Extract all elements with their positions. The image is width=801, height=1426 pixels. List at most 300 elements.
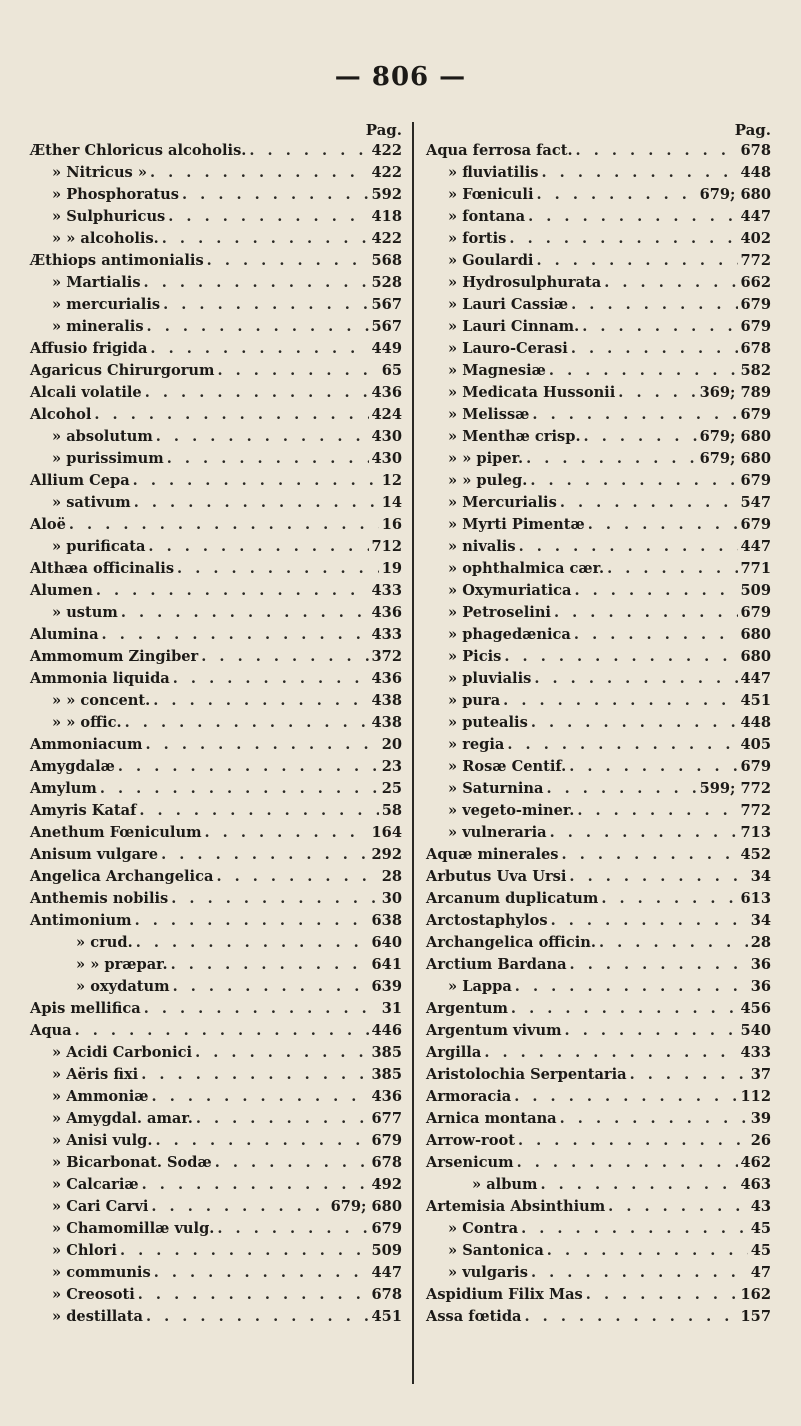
entry-term: » ophthalmica cær. <box>448 560 605 577</box>
index-entry <box>30 228 402 250</box>
dot-leader <box>519 536 738 558</box>
entry-page: 447 <box>740 538 771 555</box>
index-entry <box>426 1108 771 1130</box>
entry-term: Archangelica officin. <box>426 934 596 951</box>
entry-term: Anthemis nobilis <box>30 890 169 907</box>
entry-term: » Menthæ crisp. <box>448 428 581 445</box>
index-entry <box>426 470 771 492</box>
index-entry <box>30 624 402 646</box>
column-heading: Pag. <box>365 121 402 139</box>
dot-leader <box>136 932 369 954</box>
dot-leader <box>216 866 378 888</box>
entry-term: Althæa officinalis <box>30 560 175 577</box>
index-entry <box>426 558 771 580</box>
entry-term: Amylum <box>30 780 97 797</box>
entry-page: 540 <box>740 1022 771 1039</box>
index-entry <box>426 228 771 250</box>
entry-page: 452 <box>740 846 771 863</box>
index-entry <box>426 668 771 690</box>
entry-page: 433 <box>740 1044 771 1061</box>
index-entry <box>30 910 402 932</box>
index-entry <box>30 448 402 470</box>
index-entry <box>30 140 402 162</box>
index-entry <box>30 360 402 382</box>
entry-page: 369; 789 <box>699 384 771 401</box>
dot-leader <box>534 668 737 690</box>
dot-leader <box>177 558 379 580</box>
index-entry <box>30 206 402 228</box>
index-entry <box>426 382 771 404</box>
index-entry <box>30 844 402 866</box>
dot-leader <box>196 1108 369 1130</box>
entry-term: » Lauri Cassiæ <box>448 296 569 313</box>
entry-page: 679 <box>371 1220 402 1237</box>
entry-term: » fontana <box>448 208 526 225</box>
dot-leader <box>145 382 369 404</box>
index-entry <box>426 1086 771 1108</box>
index-entry <box>30 822 402 844</box>
entry-term: » putealis <box>448 714 528 731</box>
entry-term: » destillata <box>52 1308 143 1325</box>
entry-page: 422 <box>371 164 402 181</box>
entry-term: » » piper. <box>448 450 524 467</box>
index-entry <box>426 624 771 646</box>
dot-leader <box>562 844 738 866</box>
index-entry <box>426 1152 771 1174</box>
entry-term: » pura <box>448 692 501 709</box>
index-entry <box>30 338 402 360</box>
entry-page: 679 <box>740 472 771 489</box>
index-entry <box>30 778 402 800</box>
index-entry <box>30 1130 402 1152</box>
entry-term: Allium Cepa <box>30 472 130 489</box>
dot-leader <box>142 1174 369 1196</box>
dot-leader <box>528 206 737 228</box>
index-entry <box>426 976 771 998</box>
entry-term: Artemisia Absinthium <box>426 1198 606 1215</box>
entry-page: 43 <box>750 1198 771 1215</box>
index-entry <box>30 800 402 822</box>
index-entry <box>30 404 402 426</box>
index-entry <box>30 976 402 998</box>
entry-term: » purissimum <box>52 450 164 467</box>
entry-page: 528 <box>371 274 402 291</box>
dot-leader <box>518 1130 748 1152</box>
index-entry <box>426 954 771 976</box>
index-entry <box>30 888 402 910</box>
dot-leader <box>173 668 369 690</box>
entry-page: 448 <box>740 714 771 731</box>
entry-page: 567 <box>371 318 402 335</box>
index-entry <box>426 1218 771 1240</box>
entry-term: » Lauro-Cerasi <box>448 340 568 357</box>
index-entry <box>30 602 402 624</box>
entry-term: Aristolochia Serpentaria <box>426 1066 627 1083</box>
dot-leader <box>588 514 738 536</box>
entry-page: 402 <box>740 230 771 247</box>
entry-page: 372 <box>371 648 402 665</box>
dot-leader <box>608 1196 748 1218</box>
entry-term: Affusio frigida <box>30 340 148 357</box>
entry-page: 567 <box>371 296 402 313</box>
index-entry <box>426 910 771 932</box>
column-divider <box>412 122 414 1384</box>
index-entry <box>426 822 771 844</box>
dot-leader <box>521 1218 748 1240</box>
entry-page: 679 <box>740 406 771 423</box>
index-entry <box>30 954 402 976</box>
dot-leader <box>195 1042 368 1064</box>
entry-term: Amyris Kataf <box>30 802 137 819</box>
dot-leader <box>546 778 696 800</box>
entry-page: 45 <box>750 1242 771 1259</box>
entry-page: 14 <box>381 494 402 511</box>
dot-leader <box>551 910 748 932</box>
dot-leader <box>507 734 737 756</box>
entry-page: 36 <box>750 956 771 973</box>
entry-page: 28 <box>381 868 402 885</box>
dot-leader <box>69 514 379 536</box>
dot-leader <box>182 184 369 206</box>
entry-page: 292 <box>371 846 402 863</box>
index-entry <box>426 646 771 668</box>
entry-page: 23 <box>381 758 402 775</box>
entry-term: Arsenicum <box>426 1154 514 1171</box>
dot-leader <box>163 294 368 316</box>
index-entry <box>426 580 771 602</box>
entry-page: 438 <box>371 714 402 731</box>
index-entry <box>426 1174 771 1196</box>
dot-leader <box>515 976 748 998</box>
dot-leader <box>565 1020 738 1042</box>
dot-leader <box>547 1240 748 1262</box>
dot-leader <box>503 690 737 712</box>
entry-page: 679; 680 <box>699 186 771 203</box>
index-entry <box>30 690 402 712</box>
index-entry <box>30 1284 402 1306</box>
entry-term: Ammoniacum <box>30 736 143 753</box>
entry-page: 12 <box>381 472 402 489</box>
entry-page: 112 <box>740 1088 771 1105</box>
entry-term: » Mercurialis <box>448 494 557 511</box>
entry-term: » Amygdal. amar. <box>52 1110 193 1127</box>
entry-page: 679 <box>740 318 771 335</box>
entry-term: » Fœniculi <box>448 186 534 203</box>
dot-leader <box>509 228 737 250</box>
index-entry <box>30 998 402 1020</box>
entry-page: 446 <box>371 1022 402 1039</box>
index-entry <box>30 1306 402 1328</box>
index-entry <box>30 1174 402 1196</box>
dot-leader <box>560 492 738 514</box>
dot-leader <box>148 536 368 558</box>
dot-leader <box>171 888 378 910</box>
index-entry <box>30 1086 402 1108</box>
index-entry <box>30 382 402 404</box>
entry-term: » Nitricus » <box>52 164 147 181</box>
entry-term: » Goulardi <box>448 252 534 269</box>
index-entry <box>426 1020 771 1042</box>
entry-page: 45 <box>750 1220 771 1237</box>
entry-term: » Martialis <box>52 274 141 291</box>
entry-page: 679 <box>740 296 771 313</box>
index-entry <box>426 998 771 1020</box>
entry-term: Arctium Bardana <box>426 956 567 973</box>
entry-term: Ammonia liquida <box>30 670 170 687</box>
entry-page: 568 <box>371 252 402 269</box>
dot-leader <box>569 866 747 888</box>
dot-leader <box>607 558 737 580</box>
entry-page: 36 <box>750 978 771 995</box>
entry-page: 641 <box>371 956 402 973</box>
entry-page: 422 <box>371 142 402 159</box>
index-entry <box>30 668 402 690</box>
entry-page: 679; 680 <box>330 1198 402 1215</box>
entry-page: 28 <box>750 934 771 951</box>
entry-term: » Picis <box>448 648 502 665</box>
entry-term: » Medicata Hussonii <box>448 384 616 401</box>
entry-page: 662 <box>740 274 771 291</box>
column-heading: Pag. <box>734 121 771 139</box>
dot-leader <box>154 1262 369 1284</box>
entry-page: 640 <box>371 934 402 951</box>
index-entry <box>426 162 771 184</box>
dot-leader <box>574 580 737 602</box>
dot-leader <box>540 1174 737 1196</box>
index-entry <box>426 800 771 822</box>
entry-page: 447 <box>371 1264 402 1281</box>
index-entry <box>426 1306 771 1328</box>
dot-leader <box>162 228 369 250</box>
entry-page: 433 <box>371 626 402 643</box>
index-entry <box>426 932 771 954</box>
dot-leader <box>120 1240 369 1262</box>
index-entry <box>426 316 771 338</box>
entry-page: 447 <box>740 670 771 687</box>
dot-leader <box>599 932 748 954</box>
entry-term: Æthiops antimonialis <box>30 252 204 269</box>
index-column-right <box>426 120 771 1328</box>
dot-leader <box>217 1218 368 1240</box>
entry-term: » Oxymuriatica <box>448 582 572 599</box>
dot-leader <box>207 250 369 272</box>
index-entry <box>30 646 402 668</box>
entry-page: 678 <box>371 1286 402 1303</box>
entry-page: 31 <box>381 1000 402 1017</box>
entry-term: » Ammoniæ <box>52 1088 149 1105</box>
entry-term: Aqua ferrosa fact. <box>426 142 573 159</box>
entry-term: » oxydatum <box>76 978 170 995</box>
dot-leader <box>511 998 738 1020</box>
index-entry <box>426 206 771 228</box>
dot-leader <box>630 1064 748 1086</box>
entry-term: » Saturnina <box>448 780 544 797</box>
entry-term: » regia <box>448 736 505 753</box>
entry-page: 771 <box>740 560 771 577</box>
entry-term: » nivalis <box>448 538 516 555</box>
entry-term: » Lauri Cinnam. <box>448 318 580 335</box>
entry-term: » vegeto-miner. <box>448 802 575 819</box>
index-entry <box>426 866 771 888</box>
dot-leader <box>601 888 737 910</box>
entry-page: 680 <box>740 648 771 665</box>
dot-leader <box>532 404 737 426</box>
entry-page: 678 <box>740 340 771 357</box>
index-entry <box>30 536 402 558</box>
entry-page: 679 <box>740 604 771 621</box>
entry-term: Agaricus Chirurgorum <box>30 362 215 379</box>
entry-page: 385 <box>371 1066 402 1083</box>
entry-page: 436 <box>371 604 402 621</box>
dot-leader <box>173 976 369 998</box>
dot-leader <box>75 1020 369 1042</box>
entry-page: 162 <box>740 1286 771 1303</box>
dot-leader <box>484 1042 737 1064</box>
entry-page: 679 <box>371 1132 402 1149</box>
entry-term: » sativum <box>52 494 131 511</box>
index-entry <box>426 448 771 470</box>
index-entry <box>30 712 402 734</box>
index-entry <box>426 426 771 448</box>
index-entry <box>426 536 771 558</box>
entry-term: » Petroselini <box>448 604 551 621</box>
dot-leader <box>554 602 738 624</box>
dot-leader <box>146 734 379 756</box>
dot-leader <box>147 316 369 338</box>
index-entry <box>426 360 771 382</box>
entry-term: » Myrti Pimentæ <box>448 516 585 533</box>
dot-leader <box>560 1108 748 1130</box>
dot-leader <box>138 1284 369 1306</box>
index-entry <box>30 470 402 492</box>
dot-leader <box>530 470 737 492</box>
dot-leader <box>121 602 369 624</box>
dot-leader <box>584 426 697 448</box>
dot-leader <box>526 448 697 470</box>
dot-leader <box>517 1152 738 1174</box>
entry-page: 19 <box>381 560 402 577</box>
dot-leader <box>618 382 696 404</box>
entry-term: » Magnesiæ <box>448 362 546 379</box>
dot-leader <box>549 360 738 382</box>
entry-page: 37 <box>750 1066 771 1083</box>
entry-term: » pluvialis <box>448 670 532 687</box>
dot-leader <box>577 800 737 822</box>
entry-term: » Calcariæ <box>52 1176 139 1193</box>
index-entry <box>426 888 771 910</box>
index-entry <box>426 492 771 514</box>
dot-leader <box>571 294 737 316</box>
entry-term: Alumina <box>30 626 99 643</box>
page-number: — 806 — <box>334 62 467 92</box>
entry-page: 678 <box>740 142 771 159</box>
index-entry <box>30 426 402 448</box>
entry-page: 34 <box>750 868 771 885</box>
entry-page: 433 <box>371 582 402 599</box>
entry-term: » purificata <box>52 538 146 555</box>
index-entry <box>426 1130 771 1152</box>
entry-page: 463 <box>740 1176 771 1193</box>
index-entry <box>426 514 771 536</box>
entry-term: Aqua <box>30 1022 72 1039</box>
entry-term: » Cari Carvi <box>52 1198 149 1215</box>
entry-page: 430 <box>371 450 402 467</box>
entry-term: » Aëris fixi <box>52 1066 139 1083</box>
entry-page: 164 <box>371 824 402 841</box>
entry-page: 772 <box>740 252 771 269</box>
index-entry <box>30 1240 402 1262</box>
entry-page: 592 <box>371 186 402 203</box>
index-entry <box>426 338 771 360</box>
entry-page: 447 <box>740 208 771 225</box>
entry-page: 679 <box>740 758 771 775</box>
index-entry <box>30 1042 402 1064</box>
entry-term: » Hydrosulphurata <box>448 274 602 291</box>
entry-term: Æther Chloricus alcoholis. <box>30 142 247 159</box>
entry-term: Amygdalæ <box>30 758 115 775</box>
dot-leader <box>156 426 369 448</box>
index-entry <box>426 1042 771 1064</box>
entry-page: 451 <box>740 692 771 709</box>
entry-page: 385 <box>371 1044 402 1061</box>
dot-leader <box>217 360 378 382</box>
entry-list <box>426 140 771 1328</box>
index-entry <box>426 602 771 624</box>
entry-page: 509 <box>740 582 771 599</box>
index-entry <box>30 1108 402 1130</box>
dot-leader <box>201 646 368 668</box>
index-entry <box>426 272 771 294</box>
dot-leader <box>514 1086 737 1108</box>
index-entry <box>30 162 402 184</box>
entry-term: » » puleg. <box>448 472 528 489</box>
entry-page: 451 <box>371 1308 402 1325</box>
entry-page: 448 <box>740 164 771 181</box>
entry-page: 547 <box>740 494 771 511</box>
index-entry <box>426 1284 771 1306</box>
index-entry <box>426 1064 771 1086</box>
entry-page: 599; 772 <box>699 780 771 797</box>
index-entry <box>30 492 402 514</box>
entry-term: Aquæ minerales <box>426 846 559 863</box>
entry-list <box>30 140 402 1328</box>
dot-leader <box>249 140 368 162</box>
index-entry <box>30 734 402 756</box>
entry-page: 678 <box>371 1154 402 1171</box>
index-entry <box>426 184 771 206</box>
dot-leader <box>144 998 379 1020</box>
entry-page: 58 <box>381 802 402 819</box>
entry-term: » » præpar. <box>76 956 168 973</box>
dot-leader <box>146 1306 369 1328</box>
dot-leader <box>576 140 738 162</box>
entry-page: 492 <box>371 1176 402 1193</box>
entry-term: » » alcoholis. <box>52 230 159 247</box>
entry-page: 713 <box>740 824 771 841</box>
dot-leader <box>569 756 737 778</box>
entry-page: 679 <box>740 516 771 533</box>
entry-term: Assa fœtida <box>426 1308 522 1325</box>
index-entry <box>426 1196 771 1218</box>
entry-page: 462 <box>740 1154 771 1171</box>
entry-page: 430 <box>371 428 402 445</box>
entry-term: » fortis <box>448 230 507 247</box>
entry-page: 639 <box>371 978 402 995</box>
entry-page: 157 <box>740 1308 771 1325</box>
dot-leader <box>150 338 368 360</box>
dot-leader <box>139 800 378 822</box>
dot-leader <box>531 1262 748 1284</box>
